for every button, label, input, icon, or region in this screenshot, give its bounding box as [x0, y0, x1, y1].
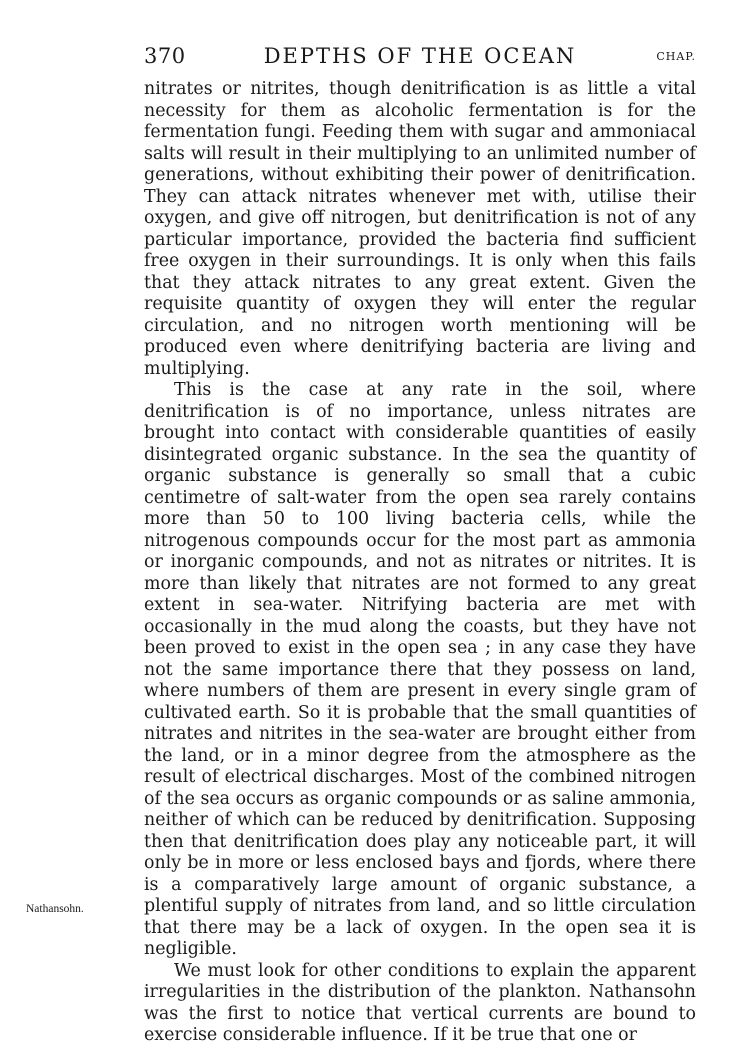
chapter-mark: CHAP.: [656, 50, 696, 63]
body-text: [144, 79, 696, 1047]
margin-note: Nathansohn.: [26, 903, 84, 915]
page-header: [144, 44, 696, 74]
paragraph-soil: This is the case at any rate in the soil, where denitrification is of no importance, unless nitrates are brought into contact with considerable quantities of easily disintegrated organic substance. In the sea the quantity of organic substance is generally so small that a cubic centimetre of salt-water from the open sea rarely contains more than 50 to 100 living bacteria cells, while the nitrogenous compounds occur for the most part as ammonia or inorganic compounds, and not as nitrates or nitrites. It is more than likely that nitrates are not formed to any great extent in sea-water. Nitrifying bacteria are met with occasionally in the mud along the coasts, but they have not been proved to exist in the open sea ; in any case they have not the same importance there that they possess on land, where numbers of them are present in every single gram of cultivated earth. So it is probable that the small quantities of nitrates and nitrites in the sea-water are brought either from the land, or in a minor degree from the atmosphere as the result of electrical discharges. Most of the combined nitrogen of the sea occurs as organic compounds or as saline ammonia, neither of which can be reduced by denitrification. Supposing then that denitrification does play any noticeable part, it will only be in more or less enclosed bays and fjords, where there is a comparatively large amount of organic substance, a plentiful supply of nitrates from land, and so little circulation that there may be a lack of oxygen. In the open sea it is negligible.: [144, 380, 696, 959]
running-title: DEPTHS OF THE OCEAN: [263, 44, 577, 68]
page-number: 370: [144, 44, 186, 68]
paragraph-continued: nitrates or nitrites, though denitrification is as little a vital necessity for them as alcoholic fermentation is for the fermentation fungi. Feeding them with sugar and ammoniacal salts will result in their multiplying to an unlimited number of generations, without exhibiting their power of denitrification. They can attack nitrates whenever met with, utilise their oxygen, and give off nitrogen, but denitrification is not of any particular importance, provided the bacteria find sufficient free oxygen in their surroundings. It is only when this fails that they attack nitrates to any great extent. Given the requisite quantity of oxygen they will enter the regular circulation, and no nitrogen worth mentioning will be produced even where denitrifying bacteria are living and multiplying.: [144, 79, 696, 379]
paragraph-nathansohn: We must look for other conditions to explain the apparent irregularities in the distribution of the plankton. Nathansohn was the first to notice that vertical currents are bound to exercise considerable influence. If it be true that one or: [144, 960, 696, 1045]
